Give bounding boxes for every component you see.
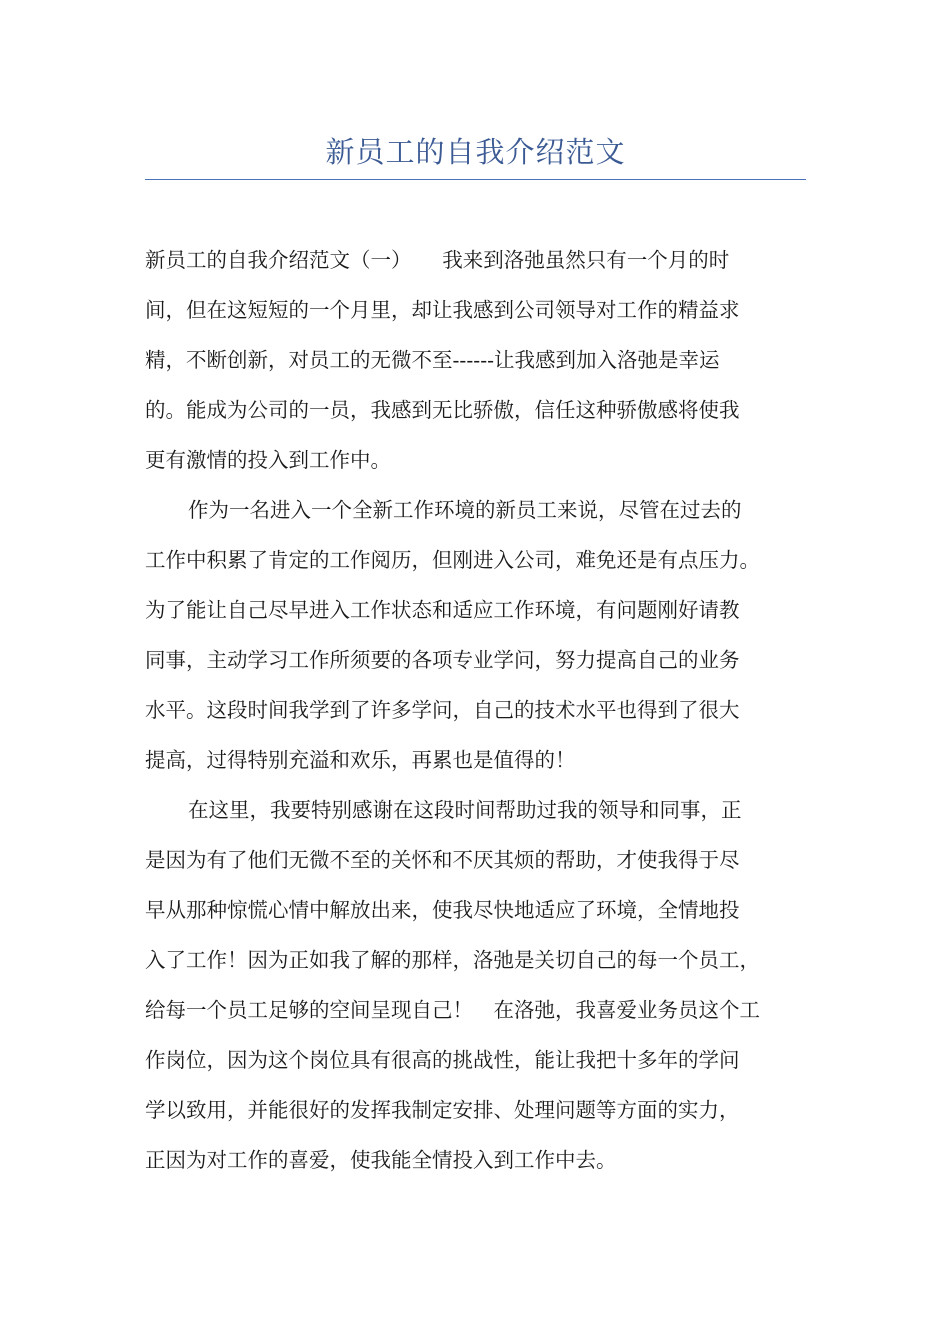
title-underline-rule xyxy=(145,179,806,180)
paragraph-line: 水平。这段时间我学到了许多学问，自己的技术水平也得到了很大 xyxy=(145,698,740,722)
paragraph-line: 精，不断创新，对员工的无微不至------让我感到加入洛弛是幸运 xyxy=(145,348,720,372)
paragraph-line: 入了工作！因为正如我了解的那样，洛弛是关切自己的每一个员工， xyxy=(145,948,760,972)
paragraph-1 xyxy=(145,235,825,485)
paragraph-line: 同事，主动学习工作所须要的各项专业学问，努力提高自己的业务 xyxy=(145,648,740,672)
paragraph-line: 新员工的自我介绍范文（一） 我来到洛弛虽然只有一个月的时 xyxy=(145,248,730,272)
paragraph-line: 提高，过得特别充溢和欢乐，再累也是值得的！ xyxy=(145,748,576,772)
paragraph-line: 作为一名进入一个全新工作环境的新员工来说，尽管在过去的 xyxy=(188,498,742,522)
paragraph-line: 工作中积累了肯定的工作阅历，但刚进入公司，难免还是有点压力。 xyxy=(145,548,760,572)
paragraph-line: 是因为有了他们无微不至的关怀和不厌其烦的帮助，才使我得于尽 xyxy=(145,848,740,872)
paragraph-line: 学以致用，并能很好的发挥我制定安排、处理问题等方面的实力， xyxy=(145,1098,740,1122)
paragraph-line: 更有激情的投入到工作中。 xyxy=(145,448,391,472)
paragraph-line: 为了能让自己尽早进入工作状态和适应工作环境，有问题刚好请教 xyxy=(145,598,740,622)
paragraph-line: 给每一个员工足够的空间呈现自己！ 在洛弛，我喜爱业务员这个工 xyxy=(145,998,760,1022)
document-title: 新员工的自我介绍范文 xyxy=(325,135,626,169)
paragraph-line: 正因为对工作的喜爱，使我能全情投入到工作中去。 xyxy=(145,1148,617,1172)
paragraph-line: 作岗位，因为这个岗位具有很高的挑战性，能让我把十多年的学问 xyxy=(145,1048,740,1072)
paragraph-2 xyxy=(145,485,825,785)
paragraph-line: 早从那种惊慌心情中解放出来，使我尽快地适应了环境，全情地投 xyxy=(145,898,740,922)
document-body xyxy=(145,235,825,1185)
paragraph-line: 在这里，我要特别感谢在这段时间帮助过我的领导和同事，正 xyxy=(188,798,742,822)
paragraph-3 xyxy=(145,785,825,1185)
paragraph-line: 间，但在这短短的一个月里，却让我感到公司领导对工作的精益求 xyxy=(145,298,740,322)
paragraph-line: 的。能成为公司的一员，我感到无比骄傲，信任这种骄傲感将使我 xyxy=(145,398,740,422)
